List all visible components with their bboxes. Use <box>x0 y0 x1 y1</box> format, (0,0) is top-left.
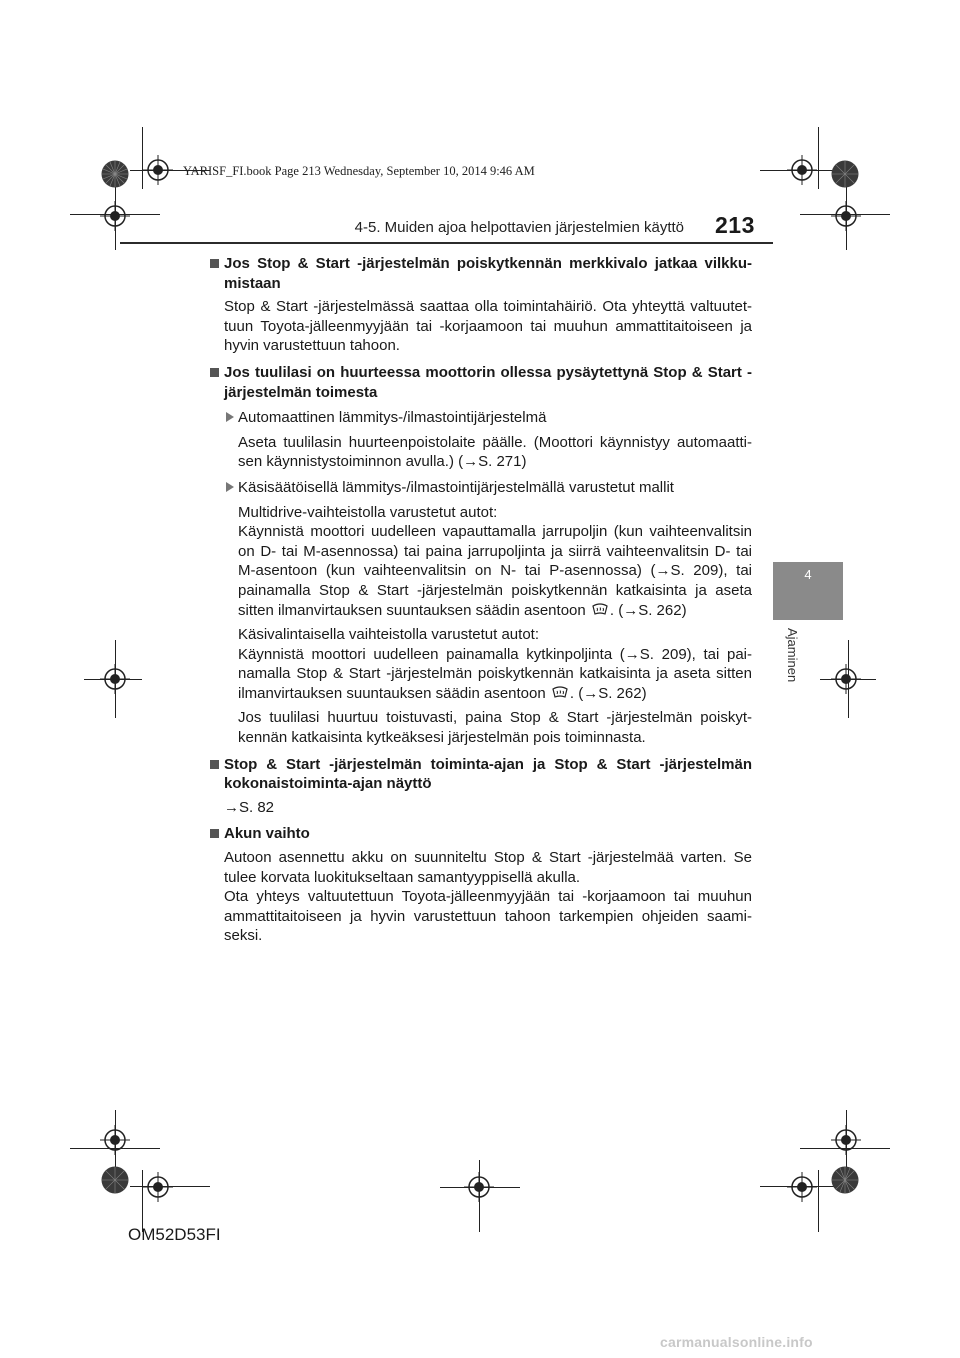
section-title: Jos tuulilasi on huurteessa moottorin ollessa pysäytettynä Stop & Start -järjestelmän toimesta <box>224 363 752 401</box>
chapter-header-title: 4-5. Muiden ajoa helpottavien järjestelmien käyttö <box>354 219 684 236</box>
section-body: Ota yhteys valtuutettuun Toyota-jälleenmyyjään tai -korjaamoon tai muuhun ammattitaitoiseen ja hyvin varustettuun tahoon tarkempien ohjeiden saamiseksi. <box>224 888 752 945</box>
subsection-title: Automaattinen lämmitys-/ilmastointijärjestelmä <box>238 409 547 427</box>
multidrive-paragraph <box>238 503 752 621</box>
square-bullet-icon <box>210 368 219 377</box>
color-bar-disc-icon <box>831 1166 859 1194</box>
multidrive-text: Käynnistä moottori uudelleen vapauttamalla jarrupoljin (kun vaihteenvalitsin on D- tai M-asennossa) tai paina jarrupoljinta ja siirrä vaihteenvalitsin D- tai M-asentoon (kun vaihteenvalitsin on N- tai P-asennossa) (→S. 209), tai painamalla Stop & Start -järjestelmän poiskytkennän katkaisinta ja aseta sitten ilmanvirtauksen suuntauksen säädin asentoon <box>238 523 752 619</box>
subsection-title: Käsisäätöisellä lämmitys-/ilmastointijärjestelmällä varustetut mallit <box>238 478 674 496</box>
section-operation-time <box>210 755 752 818</box>
section-body: Autoon asennettu akku on suunniteltu Stop & Start -järjestelmää varten. Se tulee korvata luokitukseltaan samantyyppisellä akulla. <box>224 849 752 886</box>
registration-target-icon <box>143 155 173 185</box>
chapter-tab-number: 4 <box>804 567 812 582</box>
manual-ref: . (→S. 262) <box>569 684 647 702</box>
crop-mark <box>818 1170 819 1232</box>
triangle-bullet-icon <box>226 412 234 422</box>
repeat-fog-paragraph: Jos tuulilasi huurtuu toistuvasti, paina Stop & Start -järjestelmän poiskytkennän katkaisinta kytkeäksesi järjestelmän pois toiminnasta. <box>238 709 752 747</box>
manual-transmission-paragraph <box>238 625 752 703</box>
subsection-manual-ac <box>224 478 752 748</box>
registration-target-icon <box>143 1172 173 1202</box>
registration-target-icon <box>787 1172 817 1202</box>
registration-target-icon <box>787 155 817 185</box>
manual-lead: Käsivalintaisella vaihteistolla varustetut autot: <box>238 626 539 644</box>
section-title: Jos Stop & Start -järjestelmän poiskytkennän merkkivalo jatkaa vilkkumistaan <box>224 255 752 292</box>
section-title: Stop & Start -järjestelmän toiminta-ajan ja Stop & Start -järjestelmän kokonaistoiminta-ajan näyttö <box>224 755 752 793</box>
header-rule <box>120 242 773 244</box>
section-battery-replacement <box>210 824 752 946</box>
section-indicator-blinking <box>210 254 752 356</box>
manual-text: Käynnistä moottori uudelleen painamalla kytkinpoljinta (→S. 209), tai painamalla Stop & Start -järjestelmän poiskytkennän katkaisinta ja aseta sitten ilmanvirtauksen suuntauksen säädin asentoon <box>238 645 752 702</box>
section-body: Stop & Start -järjestelmässä saattaa olla toimintahäiriö. Ota yhteyttä valtuutettuun Toyota-jälleenmyyjään tai -korjaamoon tai muuhun ammattitaitoiseen ja hyvin varustettuun tahoon. <box>224 298 752 355</box>
color-bar-disc-icon <box>831 160 859 188</box>
registration-target-icon <box>100 664 130 694</box>
section-title: Akun vaihto <box>224 825 310 843</box>
section-body: →S. 82 <box>224 798 275 816</box>
windshield-defroster-icon <box>592 603 608 617</box>
color-bar-disc-icon <box>101 160 129 188</box>
chapter-tab-label-wrap <box>768 628 848 708</box>
chapter-tab-label: Ajaminen <box>785 628 800 683</box>
triangle-bullet-icon <box>226 482 234 492</box>
subsection-automatic-ac <box>224 408 752 472</box>
watermark: carmanualsonline.info <box>660 1334 813 1350</box>
multidrive-ref: . (→S. 262) <box>609 601 687 619</box>
page-content <box>210 254 752 953</box>
multidrive-lead: Multidrive-vaihteistolla varustetut autot: <box>238 503 498 521</box>
windshield-defroster-icon <box>552 686 568 700</box>
registration-target-icon <box>100 201 130 231</box>
square-bullet-icon <box>210 829 219 838</box>
section-windshield-fog <box>210 363 752 748</box>
page-number: 213 <box>715 212 755 238</box>
registration-target-icon <box>831 201 861 231</box>
registration-target-icon <box>464 1172 494 1202</box>
subsection-body: Aseta tuulilasin huurteenpoistolaite päälle. (Moottori käynnistyy automaattisen käynnistystoiminnon avulla.) (→S. 271) <box>238 433 752 471</box>
square-bullet-icon <box>210 259 219 268</box>
registration-target-icon <box>831 1125 861 1155</box>
print-info-line: YARISF_FI.book Page 213 Wednesday, September 10, 2014 9:46 AM <box>183 164 535 178</box>
registration-target-icon <box>100 1125 130 1155</box>
crop-mark <box>818 127 819 189</box>
square-bullet-icon <box>210 760 219 769</box>
document-code: OM52D53FI <box>128 1225 221 1244</box>
color-bar-disc-icon <box>101 1166 129 1194</box>
